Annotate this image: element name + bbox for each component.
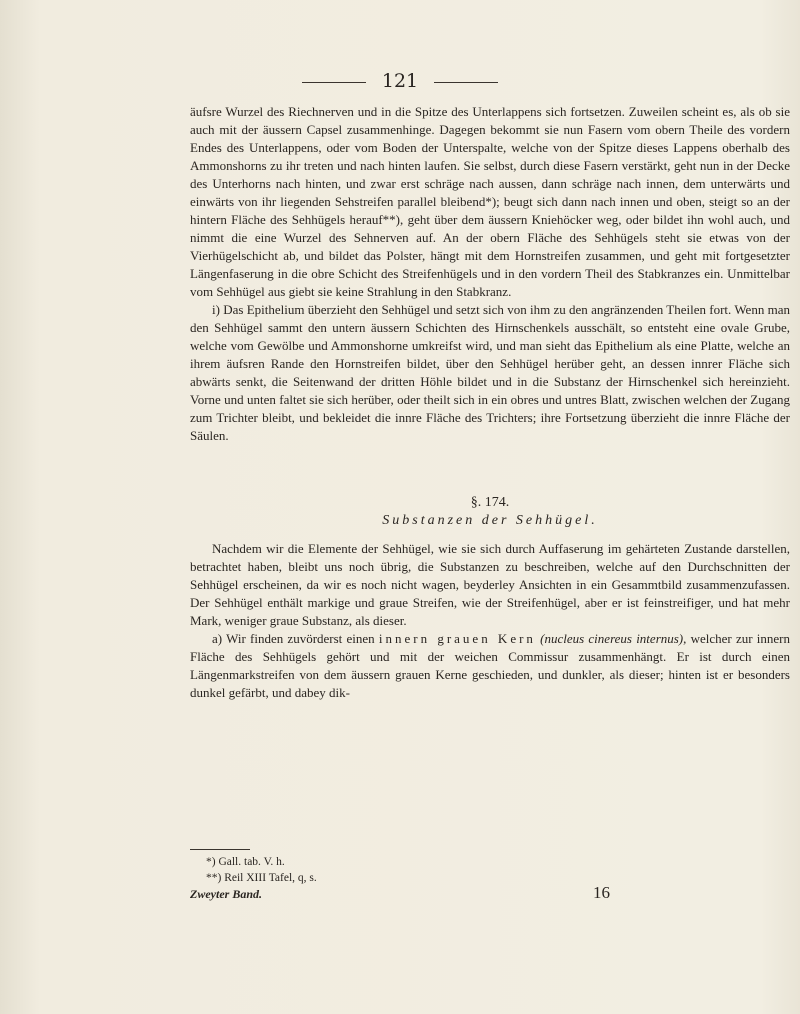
paragraph-a-suffix: , welcher zur innern Fläche des Sehhügels gehört und mit der weichen Commissur zusammenhängt. Er ist durch einen Längenmarkstreifen von dem äussern grauen Kerne geschieden, und dunkler, als dieser; hinten ist er besonders dunkel gefärbt, und dabey dik-: [190, 631, 791, 700]
footnote: *) Gall. tab. V. h.: [206, 856, 285, 868]
body-text-bottom: [190, 540, 790, 702]
footnotes: [206, 854, 766, 886]
header-rule-left: [302, 82, 366, 83]
section-number: §. 174.: [470, 495, 510, 510]
volume-signature: Zweyter Band.: [190, 887, 262, 901]
footnote-rule: [190, 849, 250, 850]
header-rule-right: [434, 82, 498, 83]
page-number: 121: [381, 70, 419, 92]
paragraph-a-spaced-term: innern grauen Kern: [378, 631, 536, 646]
paragraph: i) Das Epithelium überzieht den Sehhügel und setzt sich von ihm zu den angränzenden Theilen fort. Wenn man den Sehhügel sammt den untern äussern Schichten des Hirnschenkels ausschält, so entsteht eine ovale Grube, welche vom Gewölbe und Ammonshorne umkreifst wird, und man sieht das Epithelium als eine Platte, welche an ihrem äufsren Rande den Hornstreifen bildet, über den Sehhügel herüber geht, an dessen innrer Fläche sich abwärts senkt, die Seitenwand der dritten Höhle bildet und in die Substanz der Hirnschenkel sich hereinzieht. Vorne und unten faltet sie sich herüber, oder theilt sich in ein obres und untres Blatt, zwischen welchen der Zugang zum Trichter bleibt, und bekleidet die innre Fläche des Trichters; ihre Fortsetzung überzieht die innre Fläche der Säulen.: [190, 302, 790, 443]
page-signature: [190, 883, 790, 902]
paragraph: Nachdem wir die Elemente der Sehhügel, wie sie sich durch Auffaserung im gehärteten Zustande darstellen, betrachtet haben, bleibt uns noch übrig, die Substanzen zu beschreiben, welche auf den Durchschnitten der Sehhügel erscheinen, da wir es noch nicht wagen, beyderley Ansichten in ein Gesammtbild zusammenzufassen. Der Sehhügel enthält markige und graue Streifen, wie der Streifenhügel, aber er ist feinstreifiger, und hat mehr Mark, weniger graue Substanz, als dieser.: [190, 541, 790, 628]
page-header: [0, 70, 800, 92]
paragraph: äufsre Wurzel des Riechnerven und in die Spitze des Unterlappens sich fortsetzen. Zuweilen scheint es, als ob sie auch mit der äussern Capsel zusammenhinge. Dagegen bekommt sie nun Fasern vom obern Theile des vordern Endes des Unterlappens, oder vom Boden der Unterspalte, welche von der Spitze dieses Lappens oberhalb des Ammonshorns zu ihr treten und nach hinten laufen. Sie selbst, durch diese Fasern verstärkt, geht nun in der Decke des Unterhorns nach hinten, und zwar erst schräge nach aussen, dann schräge nach innen, dem unterwärts und einwärts von ihr liegenden Sehstreifen parallel bleibend*); beugt sich dann nach innen und oben, steigt so an der hintern Fläche des Sehhügels herauf**), geht über dem äussern Kniehöcker weg, oder bildet ihn wohl auch, und nimmt die eine Wurzel des Sehnerven auf. An der obern Fläche des Sehhügels steht sie etwas von der Vierhügelschicht ab, und bildet das Polster, hängt mit dem Hornstreifen zusammen, und geht mit fortgesetzter Längenfaserung in die obre Schicht des Streifenhügels und in den vordern Theil des Stabkranzes ein. Unmittelbar vom Sehhügel aus giebt sie keine Strahlung in den Stabkranz.: [190, 104, 790, 299]
paragraph-a: [190, 630, 790, 702]
paragraph-a-latin-term: (nucleus cinereus internus): [540, 631, 684, 646]
sheet-signature: 16: [593, 883, 610, 902]
body-text-top: [190, 103, 790, 445]
paragraph-a-prefix: a) Wir finden zuvörderst einen: [212, 631, 379, 646]
footnote: **) Reil XIII Tafel, q, s.: [206, 872, 317, 884]
section-title: Substanzen der Sehhügel.: [382, 513, 598, 528]
